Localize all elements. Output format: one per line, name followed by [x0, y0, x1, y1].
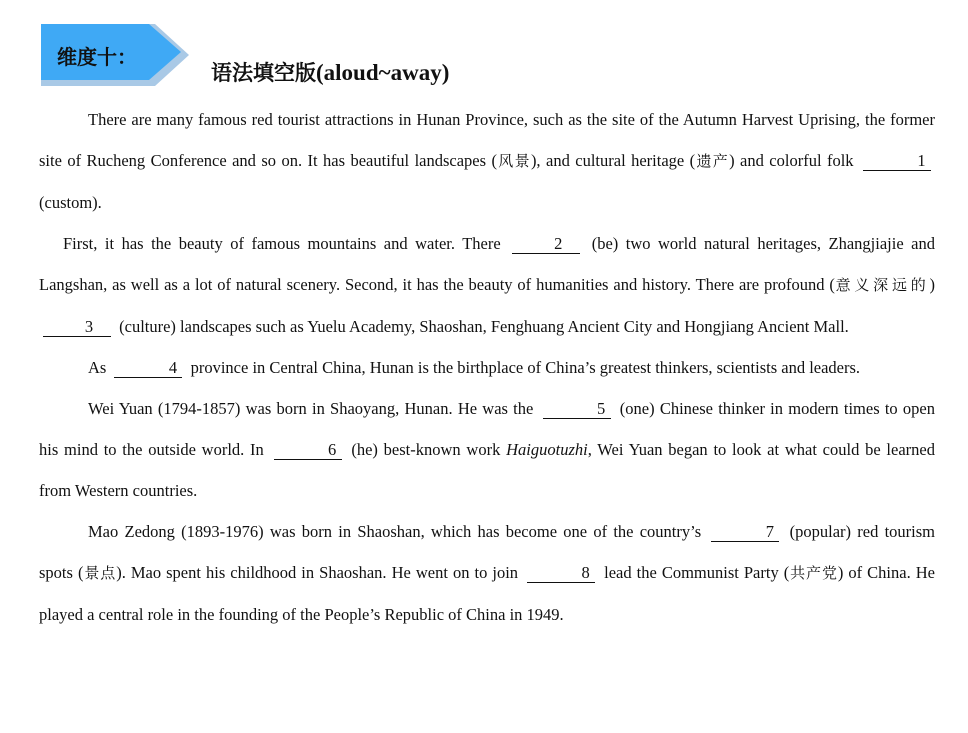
text: First, it has the beauty of famous mountains and water. There — [63, 234, 509, 253]
section-badge — [41, 24, 189, 86]
text: There are many famous red tourist attractions in Hunan Province, such as the site of the Autumn Harvest Uprising, the former site of Rucheng Conference and so on. It has beautiful landscapes ( — [39, 110, 935, 170]
paragraph-3 — [39, 347, 935, 388]
text: ) — [929, 275, 935, 294]
paragraph-5 — [39, 511, 935, 635]
blank-8[interactable]: 8 — [527, 564, 595, 583]
text: Mao Zedong (1893-1976) was born in Shaoshan, which has become one of the country’s — [88, 522, 708, 541]
text: ). Mao spent his childhood in Shaoshan. He went on to join — [116, 563, 524, 582]
text: ) of China. He played a central role in the founding of the People’s Republic of China in 1949. — [39, 563, 935, 624]
text: ), and cultural heritage ( — [530, 151, 696, 170]
text: (culture) landscapes such as Yuelu Academy, Shaoshan, Fenghuang Ancient City and Hongjiang Ancient Mall. — [115, 317, 849, 336]
text: Wei Yuan (1794-1857) was born in Shaoyang, Hunan. He was the — [88, 399, 539, 418]
text: province in Central China, Hunan is the birthplace of China’s greatest thinkers, scientists and leaders. — [186, 358, 861, 377]
text: (custom). — [39, 193, 102, 212]
paragraph-1 — [39, 99, 935, 223]
paragraph-4 — [39, 388, 935, 511]
chinese-gloss: 共产党 — [789, 564, 838, 582]
blank-5[interactable]: 5 — [543, 400, 611, 419]
paragraph-2 — [39, 223, 935, 347]
text: (popular) red tourism spots ( — [39, 522, 935, 582]
blank-4[interactable]: 4 — [114, 359, 182, 378]
title-english: (aloud~away) — [316, 60, 450, 85]
text: ) and colorful folk — [729, 151, 859, 170]
book-title: Haiguotuzhi — [506, 440, 588, 459]
title-chinese: 语法填空版 — [211, 61, 316, 85]
chinese-gloss: 景点 — [83, 564, 117, 582]
blank-3[interactable]: 3 — [43, 318, 111, 337]
chinese-gloss: 风景 — [496, 152, 531, 170]
passage — [39, 99, 935, 635]
text: , Wei Yuan began to look at what could be learned from Western countries. — [39, 440, 935, 500]
blank-2[interactable]: 2 — [512, 235, 580, 254]
text: (he) best-known work — [345, 440, 507, 459]
blank-6[interactable]: 6 — [274, 441, 342, 460]
chinese-gloss: 遗产 — [695, 152, 730, 170]
blank-7[interactable]: 7 — [711, 523, 779, 542]
chinese-gloss: 意义深远的 — [834, 276, 930, 294]
text: (one) Chinese thinker in modern times to open his mind to the outside world. In — [39, 399, 935, 459]
badge-label: 维度十： — [57, 45, 137, 69]
text: As — [88, 358, 111, 377]
text: (be) two world natural heritages, Zhangjiajie and Langshan, as well as a lot of natural scenery. Second, it has the beauty of humanities and history. There are profound ( — [39, 234, 935, 294]
text: lead the Communist Party ( — [599, 563, 790, 582]
blank-1[interactable]: 1 — [863, 152, 931, 171]
page-title — [211, 57, 449, 87]
